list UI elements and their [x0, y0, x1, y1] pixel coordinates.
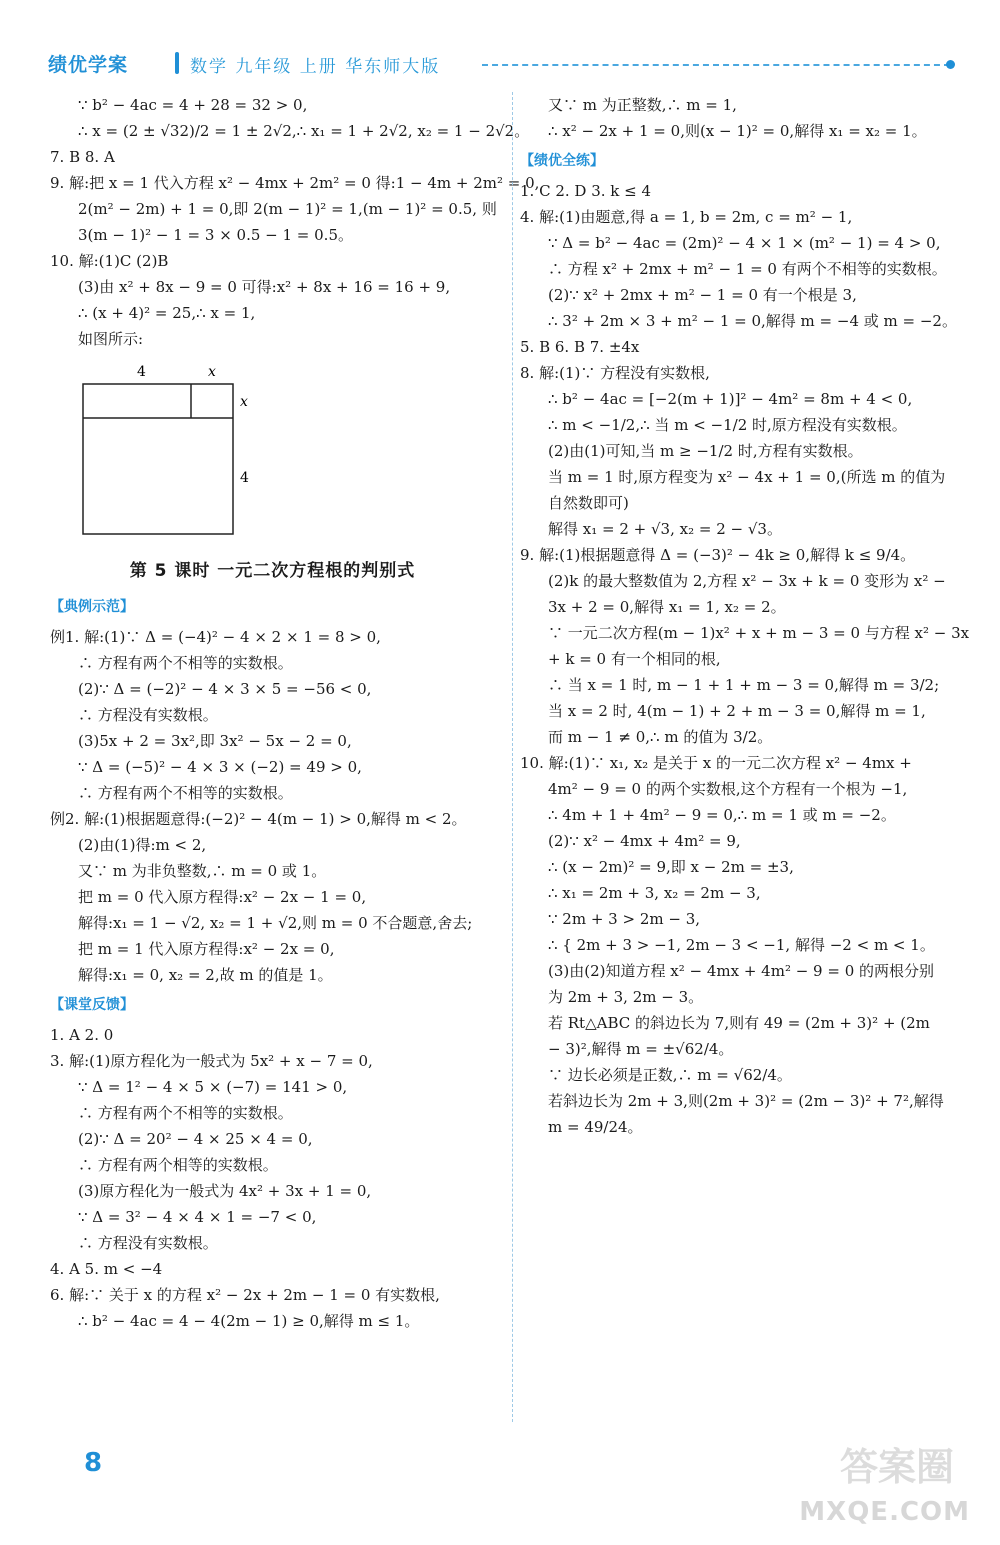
answer-line: ∴ 方程没有实数根。	[78, 706, 218, 724]
answer-line: 1. C 2. D 3. k ≤ 4	[520, 182, 652, 200]
answer-line: 又∵ m 为正整数,∴ m = 1,	[548, 96, 737, 114]
answer-line: 把 m = 0 代入原方程得:x² − 2x − 1 = 0,	[78, 888, 367, 906]
brand-divider	[175, 52, 179, 74]
label-top-4: 4	[137, 364, 146, 380]
answer-line: ∴ { 2m + 3 > −1, 2m − 3 < −1, 解得 −2 < m < 1。	[548, 936, 935, 954]
answer-line: ∴ 方程有两个相等的实数根。	[78, 1156, 278, 1174]
header-dashed-rule	[482, 64, 950, 66]
answer-line: ∴ b² − 4ac = 4 − 4(2m − 1) ≥ 0,解得 m ≤ 1。	[78, 1312, 420, 1330]
label-side-4: 4	[240, 470, 249, 486]
answer-line: 3. 解:(1)原方程化为一般式为 5x² + x − 7 = 0,	[50, 1052, 373, 1070]
answer-line: ∴ 当 x = 1 时, m − 1 + 1 + m − 3 = 0,解得 m = 3/2;	[548, 676, 940, 694]
answer-line: ∴ x² − 2x + 1 = 0,则(x − 1)² = 0,解得 x₁ = x₂ = 1。	[548, 122, 927, 140]
answer-line: 为 2m + 3, 2m − 3。	[548, 988, 704, 1006]
answer-line: (3)由 x² + 8x − 9 = 0 可得:x² + 8x + 16 = 16 + 9,	[78, 278, 451, 296]
answer-line: 解得 x₁ = 2 + √3, x₂ = 2 − √3。	[548, 520, 782, 538]
completing-square-figure	[50, 354, 290, 544]
answer-line: 3x + 2 = 0,解得 x₁ = 1, x₂ = 2。	[548, 598, 786, 616]
answer-line: ∴ x = (2 ± √32)/2 = 1 ± 2√2,∴ x₁ = 1 + 2√2, x₂ = 1 − 2√2。	[78, 122, 530, 140]
watermark-text: MXQE.COM	[799, 1497, 970, 1527]
answer-line: 例1. 解:(1)∵ Δ = (−4)² − 4 × 2 × 1 = 8 > 0,	[50, 628, 381, 646]
answer-line: ∴ 方程有两个不相等的实数根。	[78, 654, 293, 672]
answer-line: 若 Rt△ABC 的斜边长为 7,则有 49 = (2m + 3)² + (2m	[548, 1014, 930, 1032]
answer-line: (2)由(1)得:m < 2,	[78, 836, 207, 854]
answer-line: (2)∵ x² + 2mx + m² − 1 = 0 有一个根是 3,	[548, 286, 857, 304]
left-answers-c	[50, 1022, 495, 1334]
answer-line: 6. 解:∵ 关于 x 的方程 x² − 2x + 2m − 1 = 0 有实数根,	[50, 1286, 440, 1304]
answer-line: 4. 解:(1)由题意,得 a = 1, b = 2m, c = m² − 1,	[520, 208, 853, 226]
brand-title: 绩优学案	[48, 54, 129, 76]
answer-line: ∴ (x + 4)² = 25,∴ x = 1,	[78, 304, 256, 322]
answer-line: 4. A 5. m < −4	[50, 1260, 163, 1278]
answer-line: ∴ 方程有两个不相等的实数根。	[78, 784, 293, 802]
section-tag-feedback: 【课堂反馈】	[50, 997, 134, 1013]
answer-line: ∴ 方程有两个不相等的实数根。	[78, 1104, 293, 1122]
square-diagram	[50, 354, 495, 544]
answer-line: (3)5x + 2 = 3x²,即 3x² − 5x − 2 = 0,	[78, 732, 352, 750]
section-tag-examples: 【典例示范】	[50, 599, 134, 615]
answer-line: ∵ b² − 4ac = 4 + 28 = 32 > 0,	[78, 96, 308, 114]
answer-line: 当 m = 1 时,原方程变为 x² − 4x + 1 = 0,(所选 m 的值为	[548, 468, 946, 486]
answer-line: 5. B 6. B 7. ±4x	[520, 338, 640, 356]
answer-line: + k = 0 有一个相同的根,	[548, 650, 721, 668]
answer-line: 8. 解:(1)∵ 方程没有实数根,	[520, 364, 710, 382]
right-column	[520, 92, 970, 1140]
answer-line: ∴ x₁ = 2m + 3, x₂ = 2m − 3,	[548, 884, 761, 902]
answer-line: 3(m − 1)² − 1 = 3 × 0.5 − 1 = 0.5。	[78, 226, 353, 244]
answer-line: (2)∵ Δ = (−2)² − 4 × 3 × 5 = −56 < 0,	[78, 680, 372, 698]
subject-label: 数学 九年级 上册 华东师大版	[190, 57, 441, 77]
lesson-title: 第 5 课时 一元二次方程根的判别式	[129, 561, 416, 581]
section-tag-practice: 【绩优全练】	[520, 153, 604, 169]
answer-line: ∴ 3² + 2m × 3 + m² − 1 = 0,解得 m = −4 或 m = −2。	[548, 312, 957, 330]
left-column	[50, 92, 540, 1334]
figure-outer-rect	[83, 384, 233, 534]
answer-line: ∴ (x − 2m)² = 9,即 x − 2m = ±3,	[548, 858, 794, 876]
answer-line: ∵ 边长必须是正数,∴ m = √62/4。	[548, 1066, 792, 1084]
answer-line: ∴ 4m + 1 + 4m² − 9 = 0,∴ m = 1 或 m = −2。	[548, 806, 896, 824]
answer-line: 1. A 2. 0	[50, 1026, 114, 1044]
answer-line: ∴ b² − 4ac = [−2(m + 1)]² − 4m² = 8m + 4 < 0,	[548, 390, 913, 408]
answer-line: 又∵ m 为非负整数,∴ m = 0 或 1。	[78, 862, 327, 880]
answer-line: 9. 解:(1)根据题意得 Δ = (−3)² − 4k ≥ 0,解得 k ≤ 9/4。	[520, 546, 916, 564]
answer-line: 4m² − 9 = 0 的两个实数根,这个方程有一个根为 −1,	[548, 780, 908, 798]
header-dot	[946, 60, 955, 69]
watermark-logo: 答案圈	[839, 1445, 954, 1489]
answer-line: 10. 解:(1)C (2)B	[50, 252, 169, 270]
answer-line: (3)由(2)知道方程 x² − 4mx + 4m² − 9 = 0 的两根分别	[548, 962, 935, 980]
answer-line: ∵ Δ = 1² − 4 × 5 × (−7) = 141 > 0,	[78, 1078, 348, 1096]
column-divider	[512, 92, 513, 1422]
answer-line: (2)由(1)可知,当 m ≥ −1/2 时,方程有实数根。	[548, 442, 863, 460]
answer-line: ∴ 方程 x² + 2mx + m² − 1 = 0 有两个不相等的实数根。	[548, 260, 947, 278]
answer-line: 当 x = 2 时, 4(m − 1) + 2 + m − 3 = 0,解得 m = 1,	[548, 702, 926, 720]
left-answers-b	[50, 624, 495, 988]
answer-line: 自然数即可)	[548, 494, 629, 512]
answer-line: 若斜边长为 2m + 3,则(2m + 3)² = (2m − 3)² + 7²,解得	[548, 1092, 944, 1110]
label-top-x: x	[208, 364, 216, 380]
answer-line: 而 m − 1 ≠ 0,∴ m 的值为 3/2。	[548, 728, 773, 746]
answer-line: 9. 解:把 x = 1 代入方程 x² − 4mx + 2m² = 0 得:1 − 4m + 2m² = 0,	[50, 174, 540, 192]
answer-line: 把 m = 1 代入原方程得:x² − 2x = 0,	[78, 940, 335, 958]
answer-line: 例2. 解:(1)根据题意得:(−2)² − 4(m − 1) > 0,解得 m < 2。	[50, 810, 467, 828]
answer-line: 如图所示:	[78, 330, 144, 348]
answer-line: ∵ Δ = b² − 4ac = (2m)² − 4 × 1 × (m² − 1) = 4 > 0,	[548, 234, 941, 252]
answer-line: 2(m² − 2m) + 1 = 0,即 2(m − 1)² = 1,(m − 1)² = 0.5, 则	[78, 200, 497, 218]
answer-line: ∵ Δ = 3² − 4 × 4 × 1 = −7 < 0,	[78, 1208, 317, 1226]
right-answers-a	[520, 92, 970, 144]
page-header	[40, 48, 960, 78]
answer-line: − 3)²,解得 m = ±√62/4。	[548, 1040, 734, 1058]
answer-line: (2)∵ x² − 4mx + 4m² = 9,	[548, 832, 741, 850]
answer-line: m = 49/24。	[548, 1118, 643, 1136]
answer-line: ∵ 一元二次方程(m − 1)x² + x + m − 3 = 0 与方程 x² − 3x	[548, 624, 970, 642]
answer-line: (2)k 的最大整数值为 2,方程 x² − 3x + k = 0 变形为 x² −	[548, 572, 946, 590]
answer-line: 解得:x₁ = 0, x₂ = 2,故 m 的值是 1。	[78, 966, 333, 984]
answer-line: (3)原方程化为一般式为 4x² + 3x + 1 = 0,	[78, 1182, 372, 1200]
answer-line: ∴ 方程没有实数根。	[78, 1234, 218, 1252]
answer-line: 7. B 8. A	[50, 148, 115, 166]
answer-line: ∵ Δ = (−5)² − 4 × 3 × (−2) = 49 > 0,	[78, 758, 362, 776]
answer-line: 解得:x₁ = 1 − √2, x₂ = 1 + √2,则 m = 0 不合题意,舍去;	[78, 914, 473, 932]
answer-line: (2)∵ Δ = 20² − 4 × 25 × 4 = 0,	[78, 1130, 313, 1148]
left-answers-a	[50, 92, 540, 352]
page-number: 8	[84, 1448, 103, 1478]
answer-line: ∴ m < −1/2,∴ 当 m < −1/2 时,原方程没有实数根。	[548, 416, 907, 434]
answer-line: ∵ 2m + 3 > 2m − 3,	[548, 910, 701, 928]
right-answers-b	[520, 178, 970, 1140]
answer-line: 10. 解:(1)∵ x₁, x₂ 是关于 x 的一元二次方程 x² − 4mx +	[520, 754, 912, 772]
label-side-x: x	[240, 394, 248, 410]
